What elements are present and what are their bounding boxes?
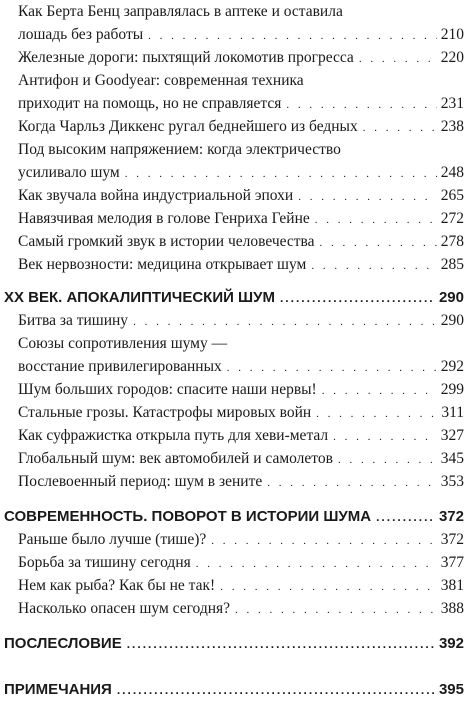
- dot-leader: [148, 25, 437, 48]
- page-number: 311: [441, 404, 464, 421]
- entry-title: Самый громкий звук в истории человечества: [18, 233, 315, 250]
- toc-section-entry[interactable]: [4, 505, 464, 529]
- dot-leader: [267, 472, 437, 495]
- toc-entry[interactable]: [18, 138, 464, 186]
- entry-title: Когда Чарльз Диккенс ругал беднейшего из бедных: [18, 118, 358, 135]
- page-number: 395: [438, 681, 464, 698]
- toc-entry[interactable]: [18, 46, 464, 71]
- page-number: 278: [440, 233, 464, 250]
- toc-entry[interactable]: [18, 378, 464, 403]
- page-number: 265: [440, 187, 464, 204]
- dot-leader: [280, 287, 435, 310]
- dot-leader: [286, 94, 436, 117]
- page-number: 299: [440, 381, 464, 398]
- entry-title: Насколько опасен шум сегодня?: [18, 600, 231, 617]
- toc-entry[interactable]: [18, 551, 464, 576]
- page-number: 345: [440, 450, 464, 467]
- dot-leader: [316, 403, 437, 426]
- dot-leader: [133, 311, 437, 334]
- page-number: 388: [440, 600, 464, 617]
- page-number: 285: [440, 256, 464, 273]
- dot-leader: [235, 599, 437, 622]
- dot-leader: [363, 117, 437, 140]
- toc-entry[interactable]: [18, 528, 464, 553]
- entry-title: восстание привилегированных: [18, 358, 222, 375]
- page-number: 231: [440, 95, 464, 112]
- dot-leader: [338, 449, 437, 472]
- toc-entry[interactable]: [18, 0, 464, 48]
- entry-title-line: Под высоким напряжением: когда электричество: [18, 141, 341, 158]
- dot-leader: [196, 553, 437, 576]
- toc-entry[interactable]: [18, 230, 464, 255]
- entry-title: Навязчивая мелодия в голове Генриха Гейне: [18, 210, 310, 227]
- dot-leader: [211, 530, 436, 553]
- dot-leader: [117, 679, 435, 702]
- toc-entry[interactable]: [18, 470, 464, 495]
- toc-entry[interactable]: [18, 597, 464, 622]
- page-number: 248: [440, 164, 464, 181]
- dot-leader: [376, 506, 435, 529]
- page-number: 210: [440, 26, 464, 43]
- dot-leader: [127, 633, 435, 656]
- dot-leader: [298, 186, 437, 209]
- toc-entry[interactable]: [18, 253, 464, 278]
- toc-entry[interactable]: [18, 309, 464, 334]
- toc-entry[interactable]: [18, 332, 464, 380]
- entry-title: Нем как рыба? Как бы не так!: [18, 577, 216, 594]
- entry-title: Как суфражистка открыла путь для хеви-метал: [18, 427, 329, 444]
- entry-title: ПОСЛЕСЛОВИЕ: [4, 635, 122, 652]
- dot-leader: [359, 48, 437, 71]
- entry-title: Стальные грозы. Катастрофы мировых войн: [18, 404, 312, 421]
- page-number: 220: [440, 49, 464, 66]
- toc-entry[interactable]: [18, 115, 464, 140]
- dot-leader: [315, 209, 437, 232]
- page-number: 392: [438, 635, 464, 652]
- dot-leader: [220, 576, 437, 599]
- page-number: 290: [440, 312, 464, 329]
- toc-entry[interactable]: [18, 69, 464, 117]
- entry-title: усиливало шум: [18, 164, 120, 181]
- page-number: 372: [440, 531, 464, 548]
- entry-title: Глобальный шум: век автомобилей и самолетов: [18, 450, 333, 467]
- dot-leader: [311, 255, 436, 278]
- toc-entry[interactable]: [18, 447, 464, 472]
- toc-entry[interactable]: [18, 207, 464, 232]
- entry-title: Раньше было лучше (тише)?: [18, 531, 207, 548]
- page-number: 327: [440, 427, 464, 444]
- page-number: 381: [440, 577, 464, 594]
- entry-title: ПРИМЕЧАНИЯ: [4, 681, 112, 698]
- toc-section-entry[interactable]: [4, 632, 464, 656]
- dot-leader: [125, 163, 437, 186]
- entry-title: Послевоенный период: шум в зените: [18, 473, 263, 490]
- entry-title: Железные дороги: пыхтящий локомотив прогресса: [18, 49, 354, 66]
- entry-title-line: Союзы сопротивления шуму —: [18, 335, 228, 352]
- page-number: 377: [440, 554, 464, 571]
- entry-title: СОВРЕМЕННОСТЬ. ПОВОРОТ В ИСТОРИИ ШУМА: [4, 508, 372, 525]
- page-number: 372: [438, 508, 464, 525]
- dot-leader: [320, 232, 437, 255]
- entry-title-line: Как Берта Бенц заправлялась в аптеке и оставила: [18, 3, 343, 20]
- toc-section-entry[interactable]: [4, 678, 464, 702]
- entry-title: Как звучала война индустриальной эпохи: [18, 187, 294, 204]
- entry-title-line: Антифон и Goodyear: современная техника: [18, 72, 304, 89]
- dot-leader: [333, 426, 437, 449]
- page-number: 290: [438, 289, 464, 306]
- entry-title: приходит на помощь, но не справляется: [18, 95, 282, 112]
- toc-entry[interactable]: [18, 574, 464, 599]
- dot-leader: [322, 380, 437, 403]
- entry-title: Век нервозности: медицина открывает шум: [18, 256, 307, 273]
- page-number: 292: [440, 358, 464, 375]
- entry-title: лошадь без работы: [18, 26, 144, 43]
- entry-title: Битва за тишину: [18, 312, 129, 329]
- entry-title: Борьба за тишину сегодня: [18, 554, 191, 571]
- toc-section-entry[interactable]: [4, 286, 464, 310]
- toc-entry[interactable]: [18, 401, 464, 426]
- toc-entry[interactable]: [18, 184, 464, 209]
- toc-entry[interactable]: [18, 424, 464, 449]
- page-number: 238: [440, 118, 464, 135]
- dot-leader: [227, 357, 437, 380]
- page-number: 353: [440, 473, 464, 490]
- entry-title: Шум больших городов: спасите наши нервы!: [18, 381, 317, 398]
- page-number: 272: [440, 210, 464, 227]
- entry-title: XX ВЕК. АПОКАЛИПТИЧЕСКИЙ ШУМ: [4, 289, 275, 306]
